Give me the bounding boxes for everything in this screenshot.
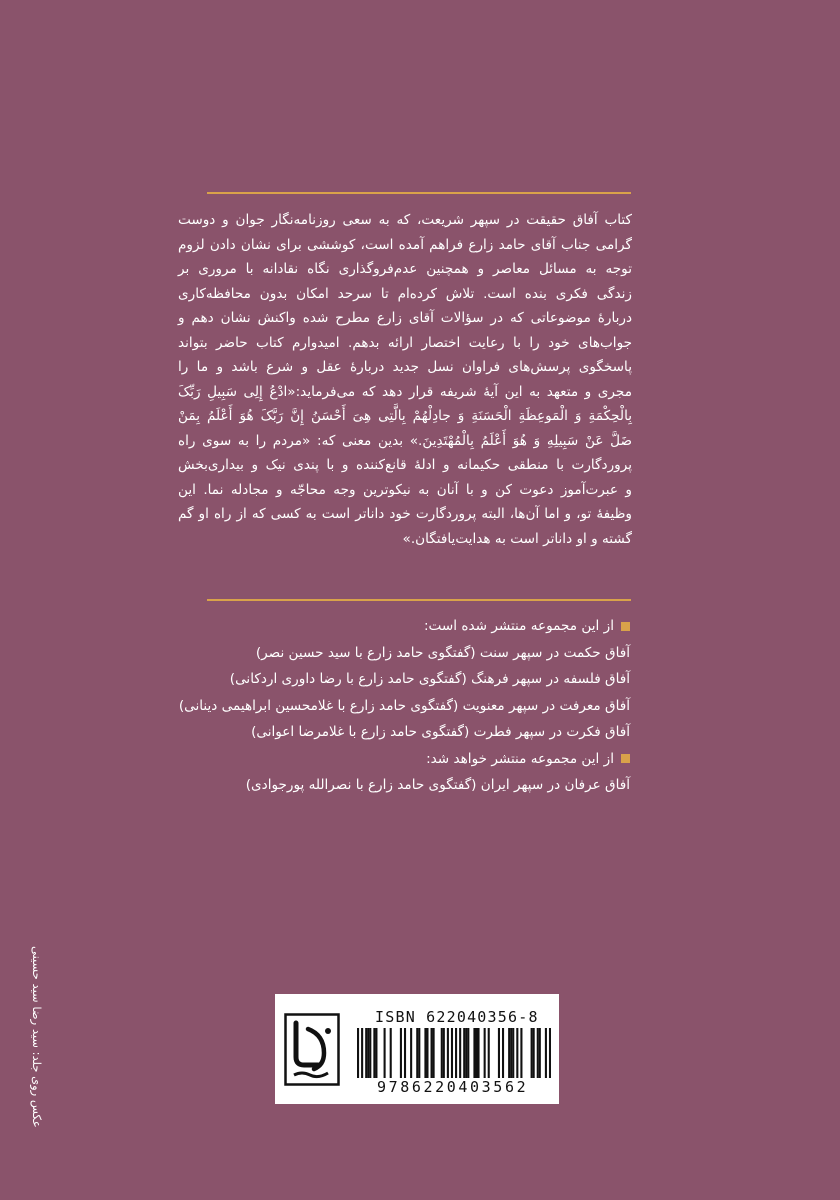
barcode-bar — [431, 1028, 433, 1078]
published-title-text: آفاق معرفت در سپهر معنویت (گفتگوی حامد زارع با غلامحسین ابراهیمی دینانی) — [178, 697, 630, 714]
published-title — [178, 693, 630, 720]
barcode-bar — [508, 1028, 510, 1078]
barcode-bar — [477, 1028, 479, 1078]
published-title — [190, 719, 630, 746]
barcode-panel — [275, 994, 559, 1104]
series-list — [178, 613, 630, 799]
top-divider — [207, 192, 631, 194]
barcode-bar — [404, 1028, 406, 1078]
barcode-bar — [502, 1028, 504, 1078]
blurb-line: مجری و متعهد به این آیهٔ شریفه قرار دهد که می‌فرماید:«ادْعُ إِلِی سَبِیلِ رَبِّکَ — [178, 383, 632, 400]
barcode-bar — [357, 1028, 359, 1078]
published-title-text: آفاق حکمت در سپهر سنت (گفتگوی حامد زارع با سید حسین نصر) — [255, 644, 630, 661]
publisher-logo-icon — [284, 1013, 340, 1086]
barcode-bar — [549, 1028, 551, 1078]
barcode-bar — [441, 1028, 443, 1078]
barcode-bar — [475, 1028, 477, 1078]
blurb-line: پروردگارت با منطقی حکیمانه و ادلهٔ قانع‌کننده و با پندی نیک و بیداری‌بخش — [178, 457, 632, 473]
ean-digits: 9786220403562 — [377, 1078, 529, 1096]
published-heading — [190, 613, 630, 640]
barcode-bar — [447, 1028, 449, 1078]
barcode-bar — [510, 1028, 512, 1078]
barcode-bar — [498, 1028, 500, 1078]
barcode-bar — [400, 1028, 402, 1078]
barcode-bar — [361, 1028, 363, 1078]
cover-photo-credit: عکس روی جلد: سید رضا سید حسینی — [30, 946, 44, 1128]
blurb-line: گشته و او داناتر است به هدایت‌یافتگان.» — [402, 530, 632, 547]
blurb-line: ضَلَّ عَنْ سَبِیلِهِ وَ هُوَ أَعْلَمُ بِالْمُهْتَدِینَ.» بدین معنی که: «مردم را به سوی راه — [178, 432, 632, 449]
blurb-line: و عبرت‌آموز دعوت کن و با آنان به نیکوترین وجه محاجّه و مجادله نما. این — [178, 481, 632, 498]
published-title-text: آفاق فلسفه در سپهر فرهنگ (گفتگوی حامد زارع با رضا داوری اردکانی) — [229, 671, 630, 687]
barcode-bar — [410, 1028, 412, 1078]
blurb-line: توجه به مسائل معاصر و همچنین عدم‌فروگذاری نگاه نقادانه با مروری بر — [178, 261, 632, 277]
barcode-bar — [531, 1028, 533, 1078]
blurb-line: بِالْحِکْمَةِ وَ الْمَوعِظَةِ الْحَسَنَةِ وَ جادِلْهُمْ بِالَّتِی هِیَ أَحْسَنُ إِنَّ رَبَّکَ هُوَ أَعْلَمُ بِمَنْ — [178, 408, 632, 424]
barcode-bar — [433, 1028, 435, 1078]
forthcoming-title — [190, 772, 630, 799]
published-title — [190, 640, 630, 667]
blurb-line: کتاب آفاق حقیقت در سپهر شریعت، که به سعی روزنامه‌نگار جوان و دوست — [178, 212, 632, 228]
barcode-bar — [465, 1028, 467, 1078]
barcode-bar — [369, 1028, 371, 1078]
forthcoming-title-text: آفاق عرفان در سپهر ایران (گفتگوی حامد زارع با نصرالله پورجوادی) — [245, 777, 630, 793]
barcode-bar — [520, 1028, 522, 1078]
barcode-bar — [416, 1028, 418, 1078]
barcode-bar — [424, 1028, 426, 1078]
barcode-bar — [516, 1028, 518, 1078]
forthcoming-heading — [190, 746, 630, 773]
barcode-bar — [533, 1028, 535, 1078]
blurb-line: دربارهٔ موضوعاتی که در سؤالات آقای زارع مطرح شده واکنش نشان دهم و — [178, 310, 632, 326]
barcode-bar — [512, 1028, 514, 1078]
barcode-bar — [537, 1028, 539, 1078]
barcode-bar — [443, 1028, 445, 1078]
barcode-bar — [488, 1028, 490, 1078]
barcode-bar — [418, 1028, 420, 1078]
barcode-bar — [367, 1028, 369, 1078]
forthcoming-heading-text: از این مجموعه منتشر خواهد شد: — [426, 750, 614, 767]
blurb-line: جواب‌های خود را با رعایت اختصار ارائه بدهم. امیدوارم کتاب حاضر بتواند — [178, 334, 632, 351]
barcode-bar — [463, 1028, 465, 1078]
blurb-line: وظیفهٔ تو، و اما آن‌ها، البته پروردگارت خود داناتر است به کسی که از راه او گم — [178, 506, 632, 522]
blurb-line: پاسخگوی پرسش‌های فراوان نسل جدید دربارهٔ عقل و شرع باشد و ما را — [178, 359, 632, 375]
isbn-label: ISBN 622040356-8 — [375, 1008, 539, 1026]
ean-barcode-bars — [357, 1028, 551, 1078]
published-title — [190, 666, 630, 693]
middle-divider — [207, 599, 631, 601]
barcode-bar — [467, 1028, 469, 1078]
barcode-bar — [455, 1028, 457, 1078]
back-cover-blurb — [178, 208, 632, 551]
barcode-bar — [365, 1028, 367, 1078]
square-bullet-icon — [621, 754, 630, 763]
barcode-bar — [545, 1028, 547, 1078]
barcode-bar — [459, 1028, 461, 1078]
barcode-bar — [451, 1028, 453, 1078]
barcode-bar — [384, 1028, 386, 1078]
barcode-bar — [484, 1028, 486, 1078]
blurb-line: گرامی جناب آقای حامد زارع فراهم آمده است، کوششی برای نشان دادن لزوم — [178, 236, 632, 253]
square-bullet-icon — [621, 622, 630, 631]
barcode-bar — [426, 1028, 428, 1078]
blurb-line: زندگی فکری بنده است. تلاش کرده‌ام تا سرحد امکان بدون محافظه‌کاری — [178, 285, 632, 302]
barcode-bar — [375, 1028, 377, 1078]
barcode-bar — [539, 1028, 541, 1078]
published-heading-text: از این مجموعه منتشر شده است: — [423, 618, 614, 634]
barcode-bar — [390, 1028, 392, 1078]
barcode-bar — [473, 1028, 475, 1078]
barcode-bar — [373, 1028, 375, 1078]
published-title-text: آفاق فکرت در سپهر فطرت (گفتگوی حامد زارع با غلامرضا اعوانی) — [251, 724, 630, 740]
